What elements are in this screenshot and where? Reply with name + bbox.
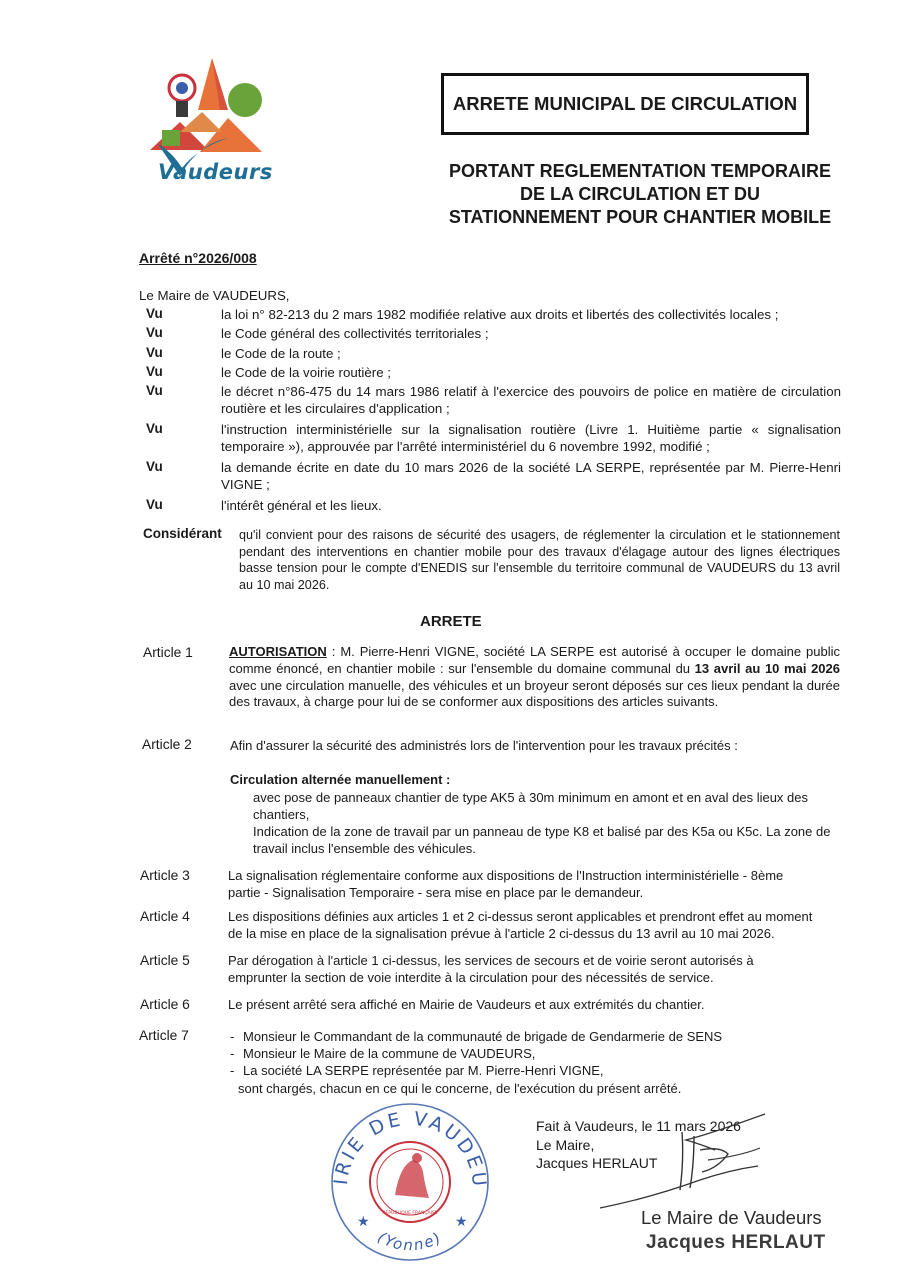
- article-1-text: AUTORISATION : M. Pierre-Henri VIGNE, société LA SERPE est autorisé à occuper le domaine public comme énoncé, en chantier mobile : sur l'ensemble du domaine communal du 13 avril au 10 mai 2026 avec une circulation manuelle, des véhicules et un broyeur seront déposés sur ces lieux pendant la durée des travaux, à charge pour lui de se conformer aux dispositions des articles suivants.: [229, 644, 841, 710]
- article-7-dash: -: [230, 1063, 235, 1078]
- article-3-text: La signalisation réglementaire conforme aux dispositions de l'Instruction interministérielle - 8ème partie - Signalisation Temporaire - sera mise en place par le demandeur.: [228, 868, 784, 900]
- handwritten-signature: [590, 1110, 780, 1220]
- vu-label: Vu: [146, 459, 163, 474]
- vu-label: Vu: [146, 383, 163, 398]
- article-2-label: Article 2: [142, 737, 192, 752]
- vu-item: la loi n° 82-213 du 2 mars 1982 modifiée relative aux droits et libertés des collectivités locales ;: [221, 307, 779, 322]
- article-7-closing: sont chargés, chacun en ce qui le concerne, de l'exécution du présent arrêté.: [238, 1081, 682, 1096]
- article-7-label: Article 7: [139, 1028, 189, 1043]
- signature-place-date: Fait à Vaudeurs, le 11 mars 2026: [536, 1118, 741, 1134]
- stamp-top-text: IRIE DE VAUDEU: [330, 1107, 491, 1191]
- vu-label: Vu: [146, 306, 163, 321]
- article-7-item: Monsieur le Commandant de la communauté de brigade de Gendarmerie de SENS: [243, 1029, 723, 1044]
- article-7-item: La société LA SERPE représentée par M. Pierre-Henri VIGNE,: [243, 1063, 604, 1078]
- vu-label: Vu: [146, 497, 163, 512]
- vu-item: l'intérêt général et les lieux.: [221, 498, 382, 513]
- article-1-dates: 13 avril au 10 mai 2026: [694, 660, 841, 676]
- subtitle-line: DE LA CIRCULATION ET DU: [520, 184, 760, 204]
- article-1-title: AUTORISATION: [229, 644, 327, 659]
- article-2-item: avec pose de panneaux chantier de type AK5 à 30m minimum en amont et en aval des lieux des chantiers,: [253, 790, 809, 822]
- article-2-text: Afin d'assurer la sécurité des administrés lors de l'intervention pour les travaux précités :: [230, 738, 738, 753]
- svg-text:(Yonne): [374, 1228, 445, 1254]
- article-7-item: Monsieur le Maire de la commune de VAUDEURS,: [243, 1046, 536, 1061]
- subtitle-line: PORTANT REGLEMENTATION TEMPORAIRE: [449, 161, 831, 181]
- arrete-heading: ARRETE: [420, 613, 482, 630]
- article-2-subtitle: Circulation alternée manuellement :: [230, 772, 451, 787]
- signature-name: Jacques HERLAUT: [536, 1155, 658, 1171]
- vu-item: le Code de la voirie routière ;: [221, 365, 391, 380]
- svg-text:★: ★: [455, 1213, 468, 1229]
- logo-wordmark: Vaudeurs: [158, 160, 273, 184]
- vu-label: Vu: [146, 364, 163, 379]
- article-1-label: Article 1: [143, 645, 193, 660]
- article-5-label: Article 5: [140, 953, 190, 968]
- considerant-text: qu'il convient pour des raisons de sécurité des usagers, de réglementer la circulation et le stationnement pendant des interventions en chantier mobile pour des travaux d'élagage autour des lignes électriques basse tension pour le compte d'ENEDIS sur l'ensemble du territoire communal de VAUDEURS du 13 avril au 10 mai 2026.: [239, 528, 840, 592]
- article-6-text: Le présent arrêté sera affiché en Mairie de Vaudeurs et aux extrémités du chantier.: [228, 997, 705, 1012]
- arrete-number: Arrêté n°2026/008: [139, 250, 257, 266]
- article-5-text: Par dérogation à l'article 1 ci-dessus, les services de secours et de voirie seront autorisés à emprunter la section de voie interdite à la circulation pour des nécessités de service.: [228, 953, 754, 985]
- vu-item: le décret n°86-475 du 14 mars 1986 relatif à l'exercice des pouvoirs de police en matière de circulation routière et les circulaires d'application ;: [221, 384, 841, 416]
- intro-line: Le Maire de VAUDEURS,: [139, 288, 290, 303]
- stamp-bottom-text: (Yonne): [374, 1227, 446, 1255]
- article-6-label: Article 6: [140, 997, 190, 1012]
- considerant-label: Considérant: [143, 526, 222, 541]
- article-4-label: Article 4: [140, 909, 190, 924]
- document-title: ARRETE MUNICIPAL DE CIRCULATION: [441, 73, 809, 135]
- article-4-text: Les dispositions définies aux articles 1 et 2 ci-dessus seront applicables et prendront effet au moment de la mise en place de la signalisation prévue à l'article 2 ci-dessus du 13 avril au 10 mai 2026.: [228, 909, 813, 941]
- vu-item: le Code général des collectivités territoriales ;: [221, 326, 489, 341]
- vu-label: Vu: [146, 325, 163, 340]
- svg-text:★: ★: [357, 1213, 370, 1229]
- stamp-inner-text: RÉPUBLIQUE FRANÇAISE: [382, 1211, 438, 1216]
- mairie-stamp: [325, 1100, 495, 1265]
- printed-title: Le Maire de Vaudeurs: [641, 1207, 822, 1228]
- article-2-item: Indication de la zone de travail par un panneau de type K8 et balisé par des K5a ou K5c. La zone de travail inclus l'ensemble des véhicules.: [253, 824, 831, 856]
- subtitle-line: STATIONNEMENT POUR CHANTIER MOBILE: [448, 207, 832, 227]
- vu-item: la demande écrite en date du 10 mars 2026 de la société LA SERPE, représentée par M. Pierre-Henri VIGNE ;: [221, 460, 841, 492]
- article-7-dash: -: [230, 1029, 235, 1044]
- vu-item: l'instruction interministérielle sur la signalisation routière (Livre 1. Huitième partie « signalisation temporaire »), approuvée par l'arrêté interministériel du 6 novembre 1992, modifié ;: [221, 422, 841, 454]
- article-3-label: Article 3: [140, 868, 190, 883]
- vu-item: le Code de la route ;: [221, 346, 341, 361]
- article-7-dash: -: [230, 1046, 235, 1061]
- vu-label: Vu: [146, 421, 163, 436]
- signature-role: Le Maire,: [536, 1136, 595, 1153]
- vu-label: Vu: [146, 345, 163, 360]
- printed-name: Jacques HERLAUT: [646, 1232, 826, 1253]
- document-subtitle: [420, 160, 860, 229]
